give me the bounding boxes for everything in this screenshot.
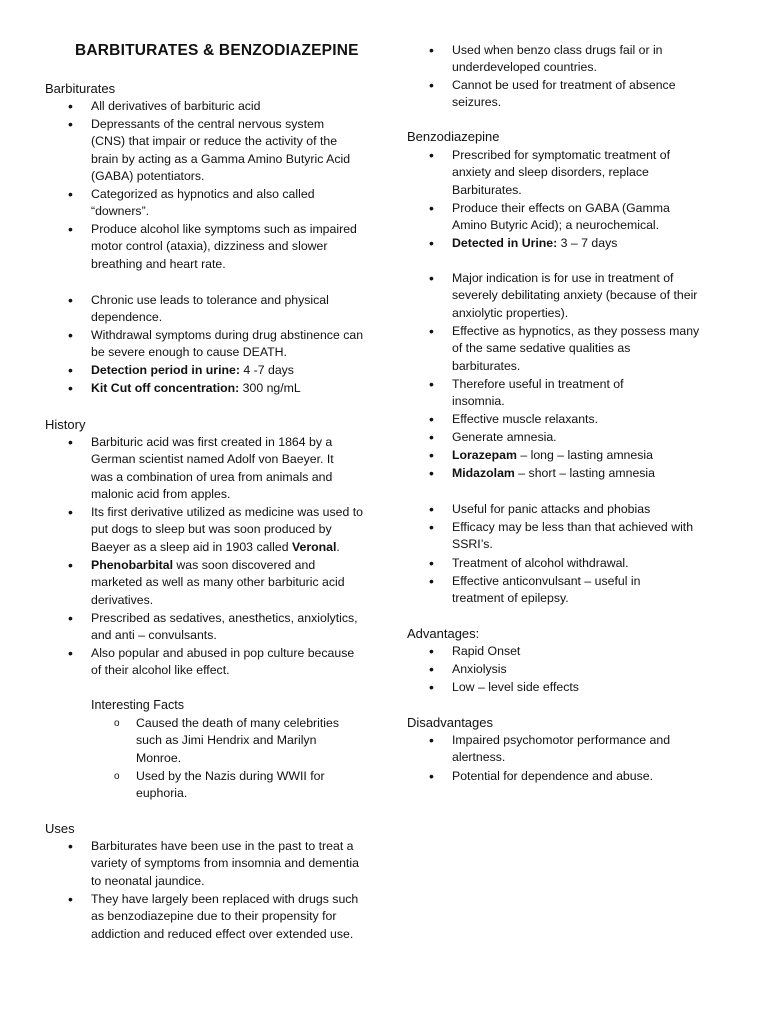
list-item: Low – level side effects [452,680,579,694]
bullet-icon: • [68,292,73,308]
midazolam-text: – short – lasting amnesia [514,466,655,480]
benzo-detection-item [452,235,702,252]
history-item3-text: was soon discovered and marketed as well as many other barbituric acid derivatives. [91,558,345,607]
bullet-icon: • [68,610,73,626]
list-item: Used when benzo class drugs fail or in underdeveloped countries. [452,43,663,75]
bullet-icon: • [429,501,434,517]
history-item2-end: . [336,539,340,554]
list-item: Therefore useful in treatment of insomnia. [452,377,624,409]
benzodiazepine-heading: Benzodiazepine [407,129,500,144]
bullet-icon: • [429,77,434,93]
list-item: Depressants of the central nervous system (CNS) that impair or reduce the activity of the brain by acting as a Gamma Amino Butyric Acid (GABA) potentiators. [91,117,351,184]
detection-label: Detection period in urine: [91,363,240,377]
list-item: Chronic use leads to tolerance and physical dependence. [91,293,329,325]
list-item [91,557,361,609]
bullet-icon: • [68,504,73,520]
list-item: Potential for dependence and abuse. [452,769,654,783]
bullet-icon: • [429,732,434,748]
list-item: Produce alcohol like symptoms such as impaired motor control (ataxia), dizziness and slower breathing and heart rate. [91,222,357,271]
circle-bullet-icon: o [114,718,120,729]
list-item: Prescribed as sedatives, anesthetics, anxiolytics, and anti – convulsants. [91,611,358,643]
list-item: Caused the death of many celebrities such as Jimi Hendrix and Marilyn Monroe. [136,716,340,765]
bullet-icon: • [68,380,73,396]
lorazepam-item [452,447,702,464]
bullet-icon: • [429,323,434,339]
bullet-icon: • [68,116,73,132]
lorazepam-text: – long – lasting amnesia [516,448,653,462]
bullet-icon: • [68,557,73,573]
bullet-icon: • [68,221,73,237]
bullet-icon: • [429,235,434,251]
bullet-icon: • [68,891,73,907]
veronal-label: Veronal [291,539,337,554]
list-item: Generate amnesia. [452,430,557,444]
history-item2-text: Its first derivative utilized as medicine was used to put dogs to sleep but was soon produced by Baeyer as a sleep aid in 1903 called [91,505,364,554]
list-item [91,504,366,556]
list-item: Rapid Onset [452,644,521,658]
lorazepam-label: Lorazepam [452,448,517,462]
detection-value: 4 -7 days [239,363,294,377]
interesting-facts-heading: Interesting Facts [91,698,185,712]
list-item: Effective anticonvulsant – useful in treatment of epilepsy. [452,574,641,606]
bullet-icon: • [429,555,434,571]
bullet-icon: • [68,434,73,450]
history-heading: History [45,417,86,432]
benzo-detection-value: 3 – 7 days [557,236,618,250]
bullet-icon: • [429,679,434,695]
bullet-icon: • [68,645,73,661]
list-item: Used by the Nazis during WWII for euphoria. [136,769,325,801]
cutoff-value: 300 ng/mL [239,381,301,395]
list-item: Major indication is for use in treatment of severely debilitating anxiety (because of their anxiolytic properties). [452,271,698,320]
bullet-icon: • [68,838,73,854]
cutoff-item [91,380,366,397]
bullet-icon: • [429,465,434,481]
midazolam-label: Midazolam [452,466,515,480]
list-item: Also popular and abused in pop culture because of their alcohol like effect. [91,646,355,678]
cutoff-label: Kit Cut off concentration: [91,381,240,395]
circle-bullet-icon: o [114,771,120,782]
list-item: Barbituric acid was first created in 1864 by a German scientist named Adolf von Baeyer. It was a combination of urea from animals and malonic acid from apples. [91,435,334,502]
barbiturates-heading: Barbiturates [45,81,116,96]
bullet-icon: • [68,186,73,202]
bullet-icon: • [429,447,434,463]
uses-heading: Uses [45,821,75,836]
list-item: Efficacy may be less than that achieved with SSRI’s. [452,520,694,552]
bullet-icon: • [429,519,434,535]
list-item: They have largely been replaced with drugs such as benzodiazepine due to their propensity for addiction and reduced effect over extended use. [91,892,359,941]
bullet-icon: • [429,147,434,163]
list-item: Produce their effects on GABA (Gamma Amino Butyric Acid); a neurochemical. [452,201,670,233]
bullet-icon: • [68,362,73,378]
bullet-icon: • [429,429,434,445]
bullet-icon: • [429,376,434,392]
list-item: Categorized as hypnotics and also called “downers”. [91,187,315,219]
bullet-icon: • [429,768,434,784]
list-item: Impaired psychomotor performance and alertness. [452,733,671,765]
list-item: Effective muscle relaxants. [452,412,599,426]
disadvantages-heading: Disadvantages [407,715,493,730]
midazolam-item [452,465,702,482]
phenobarbital-label: Phenobarbital [91,558,173,572]
bullet-icon: • [429,200,434,216]
document-title: BARBITURATES & BENZODIAZEPINE [75,42,359,59]
bullet-icon: • [68,98,73,114]
bullet-icon: • [429,573,434,589]
list-item: Useful for panic attacks and phobias [452,502,651,516]
bullet-icon: • [429,270,434,286]
list-item: All derivatives of barbituric acid [91,99,261,113]
bullet-icon: • [429,42,434,58]
advantages-heading: Advantages: [407,626,480,641]
list-item: Cannot be used for treatment of absence seizures. [452,78,676,110]
list-item: Effective as hypnotics, as they possess many of the same sedative qualities as barbiturates. [452,324,700,373]
bullet-icon: • [68,327,73,343]
list-item: Treatment of alcohol withdrawal. [452,556,629,570]
bullet-icon: • [429,643,434,659]
benzo-detection-label: Detected in Urine: [452,236,558,250]
bullet-icon: • [429,661,434,677]
list-item: Anxiolysis [452,662,507,676]
bullet-icon: • [429,411,434,427]
list-item: Withdrawal symptoms during drug abstinence can be severe enough to cause DEATH. [91,328,364,360]
list-item: Barbiturates have been use in the past to treat a variety of symptoms from insomnia and dementia to neonatal jaundice. [91,839,359,888]
list-item: Prescribed for symptomatic treatment of anxiety and sleep disorders, replace Barbiturates. [452,148,671,197]
detection-period-item [91,362,366,379]
